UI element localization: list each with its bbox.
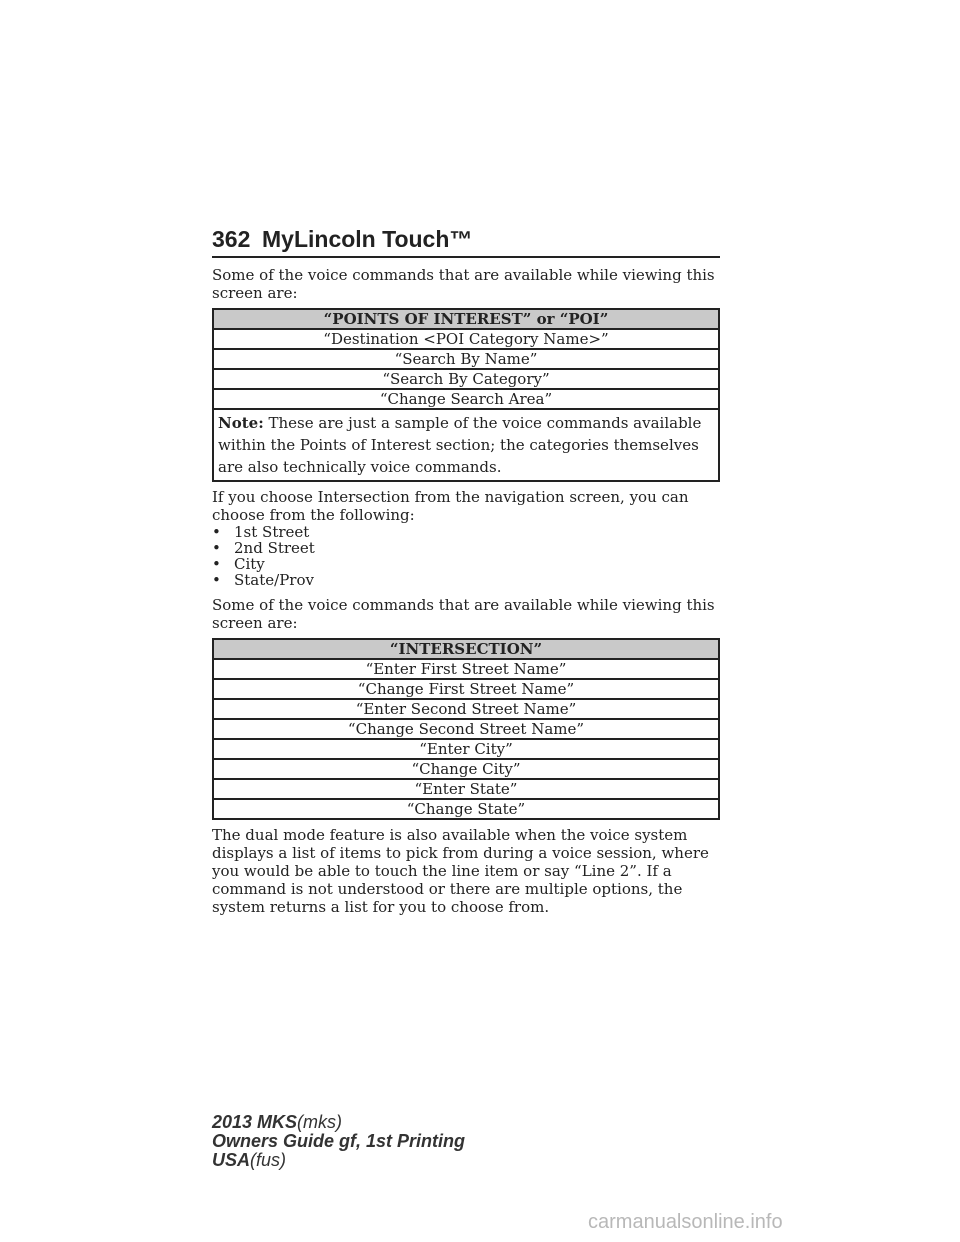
main-content bbox=[212, 266, 720, 922]
poi-intro-text: Some of the voice commands that are available while viewing this screen are: bbox=[212, 266, 715, 302]
poi-note-cell bbox=[213, 409, 719, 481]
footer-region-code: (fus) bbox=[250, 1150, 287, 1170]
intersection-command-row: “Enter City” bbox=[213, 739, 719, 759]
footer-region: USA bbox=[212, 1150, 251, 1170]
page-number: 362 bbox=[212, 226, 251, 252]
poi-table-heading: “POINTS OF INTEREST” or “POI” bbox=[213, 309, 719, 329]
list-item: • City bbox=[212, 555, 265, 573]
intersection-command-row: “Change City” bbox=[213, 759, 719, 779]
intersection-fields-list bbox=[212, 524, 720, 588]
poi-command-row: “Search By Category” bbox=[213, 369, 719, 389]
list-item: • 1st Street bbox=[212, 523, 310, 541]
watermark-text: carmanualsonline.info bbox=[588, 1211, 783, 1233]
intersection-intro-text: Some of the voice commands that are available while viewing this screen are: bbox=[212, 596, 715, 632]
intersection-command-row: “Change Second Street Name” bbox=[213, 719, 719, 739]
intersection-command-row: “Enter First Street Name” bbox=[213, 659, 719, 679]
list-item: • 2nd Street bbox=[212, 539, 315, 557]
intersection-command-row: “Enter Second Street Name” bbox=[213, 699, 719, 719]
intersection-command-row: “Change State” bbox=[213, 799, 719, 819]
intersection-table-heading: “INTERSECTION” bbox=[213, 639, 719, 659]
poi-commands-table bbox=[212, 308, 720, 482]
poi-command-row: “Destination <POI Category Name>” bbox=[213, 329, 719, 349]
footer-guide: Owners Guide gf, 1st Printing bbox=[212, 1131, 466, 1151]
intersection-command-row: “Change First Street Name” bbox=[213, 679, 719, 699]
chapter-title: MyLincoln Touch™ bbox=[262, 226, 473, 252]
document-footer bbox=[212, 1113, 465, 1170]
intersection-choice-text: If you choose Intersection from the navigation screen, you can choose from the following: bbox=[212, 488, 689, 524]
header-rule bbox=[212, 256, 720, 258]
poi-command-row: “Search By Name” bbox=[213, 349, 719, 369]
footer-model-code: (mks) bbox=[297, 1112, 343, 1132]
page-header bbox=[212, 226, 472, 253]
intersection-commands-table bbox=[212, 638, 720, 820]
list-item: • State/Prov bbox=[212, 571, 314, 589]
poi-command-row: “Change Search Area” bbox=[213, 389, 719, 409]
note-label: Note: bbox=[218, 414, 264, 432]
dual-mode-paragraph: The dual mode feature is also available when the voice system displays a list of items to pick from during a voice session, where you would be able to touch the line item or say “Line 2”. If a command is not understood or there are multiple options, the system returns a list for you to choose from. bbox=[212, 826, 709, 916]
footer-model: 2013 MKS bbox=[212, 1112, 298, 1132]
note-text: These are just a sample of the voice commands available within the Points of Interest section; the categories themselves are also technically voice commands. bbox=[218, 414, 702, 476]
intersection-command-row: “Enter State” bbox=[213, 779, 719, 799]
